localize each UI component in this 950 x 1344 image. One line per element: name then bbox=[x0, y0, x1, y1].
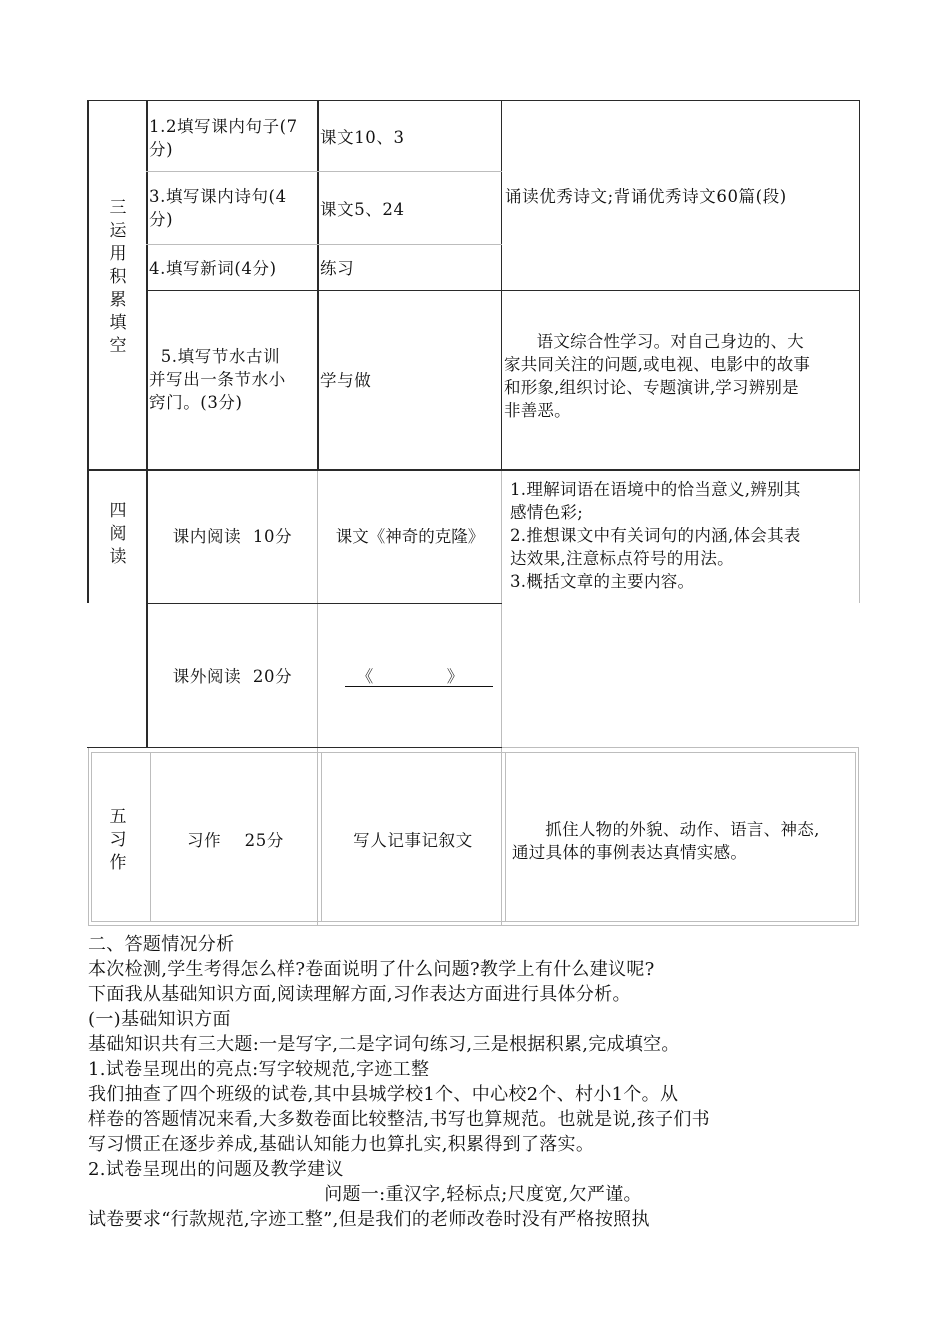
item-cell: 4.填写新词(4分) bbox=[149, 259, 277, 278]
paragraph-line: 样卷的答题情况来看,大多数卷面比较整洁,书写也算规范。也就是说,孩子们书 bbox=[88, 1109, 710, 1130]
paragraph-line: 我们抽查了四个班级的试卷,其中县城学校1个、中心校2个、村小1个。从 bbox=[88, 1084, 679, 1105]
table-right-border-b bbox=[859, 470, 860, 603]
item-cell: 习作 25分 bbox=[187, 831, 284, 850]
reading-row-line bbox=[146, 603, 502, 604]
point-heading: 1.试卷呈现出的亮点:写字较规范,字迹工整 bbox=[88, 1059, 430, 1080]
item-cell: 课外阅读 20分 bbox=[172, 667, 293, 686]
item-cell: 3.填写课内诗句(4 分) bbox=[149, 187, 287, 229]
writing-right-border bbox=[858, 748, 859, 926]
writing-inner-col3 bbox=[505, 752, 506, 922]
writing-inner-top bbox=[91, 752, 856, 753]
row-line-1 bbox=[146, 171, 502, 172]
paragraph-line: 下面我从基础知识方面,阅读理解方面,习作表达方面进行具体分析。 bbox=[88, 984, 631, 1005]
section-label-accumulation: 三 运 用 积 累 填 空 bbox=[109, 198, 127, 356]
source-cell: 《 》 bbox=[356, 667, 464, 686]
section-label-writing: 五 习 作 bbox=[109, 807, 127, 873]
section-line-4-5 bbox=[87, 747, 502, 748]
writing-bottom-border bbox=[88, 925, 859, 926]
paragraph-line: 试卷要求“行款规范,字迹工整”,但是我们的老师改卷时没有严格按照执 bbox=[88, 1209, 650, 1230]
writing-inner-left bbox=[91, 752, 92, 922]
item-cell: 课内阅读 10分 bbox=[172, 527, 293, 546]
subsection-heading: (一)基础知识方面 bbox=[88, 1009, 231, 1030]
source-cell: 课文5、24 bbox=[320, 200, 405, 219]
paragraph-line: 本次检测,学生考得怎么样?卷面说明了什么问题?教学上有什么建议呢? bbox=[88, 959, 655, 980]
table-col3-line-b bbox=[501, 470, 502, 925]
point-heading: 2.试卷呈现出的问题及教学建议 bbox=[88, 1159, 344, 1180]
table-left-border bbox=[87, 100, 89, 603]
source-cell: 课文《神奇的克隆》 bbox=[335, 527, 485, 546]
table-col3-line bbox=[501, 100, 502, 470]
book-title-underline bbox=[345, 686, 493, 687]
goal-cell: 诵读优秀诗文;背诵优秀诗文60篇(段) bbox=[505, 187, 787, 206]
paragraph-line: 基础知识共有三大题:一是写字,二是字词句练习,三是根据积累,完成填空。 bbox=[88, 1034, 680, 1055]
row-line-2 bbox=[146, 244, 502, 245]
section-heading: 二、答题情况分析 bbox=[88, 934, 235, 955]
section-label-reading: 四 阅 读 bbox=[109, 501, 127, 567]
goal-cell: 抓住人物的外貌、动作、语言、神态, 通过具体的事例表达真情实感。 bbox=[512, 820, 820, 862]
goal-cell: 语文综合性学习。对自己身边的、大 家共同关注的问题,或电视、电影中的故事 和形象,组织讨论、专题演讲,学习辨别是 非善恶。 bbox=[504, 332, 811, 420]
source-cell: 学与做 bbox=[320, 371, 372, 390]
source-cell: 练习 bbox=[320, 259, 355, 278]
goal-cell: 1.理解词语在语境中的恰当意义,辨别其 感情色彩; 2.推想课文中有关词句的内涵,体会其表 达效果,注意标点符号的用法。 3.概括文章的主要内容。 bbox=[510, 480, 801, 591]
source-cell: 课文10、3 bbox=[320, 128, 405, 147]
writing-inner-bottom bbox=[91, 921, 856, 922]
table-col1-line bbox=[146, 100, 148, 748]
item-cell: 5.填写节水古训 并写出一条节水小 窍门。(3分) bbox=[149, 347, 286, 412]
source-cell: 写人记事记叙文 bbox=[353, 831, 473, 850]
paragraph-line: 写习惯正在逐步养成,基础认知能力也算扎实,积累得到了落实。 bbox=[88, 1134, 595, 1155]
table-col2-line bbox=[317, 100, 319, 470]
table-top-border bbox=[87, 100, 860, 101]
section-line-3-4 bbox=[87, 469, 860, 471]
row-line-3 bbox=[146, 290, 860, 291]
problem-heading: 问题一:重汉字,轻标点;尺度宽,欠严谨。 bbox=[324, 1184, 642, 1205]
table-col2-line-b bbox=[317, 470, 318, 925]
item-cell: 1.2填写课内句子(7 分) bbox=[149, 117, 298, 159]
writing-left-border bbox=[88, 748, 89, 926]
section-line-4-5-b bbox=[502, 747, 859, 748]
